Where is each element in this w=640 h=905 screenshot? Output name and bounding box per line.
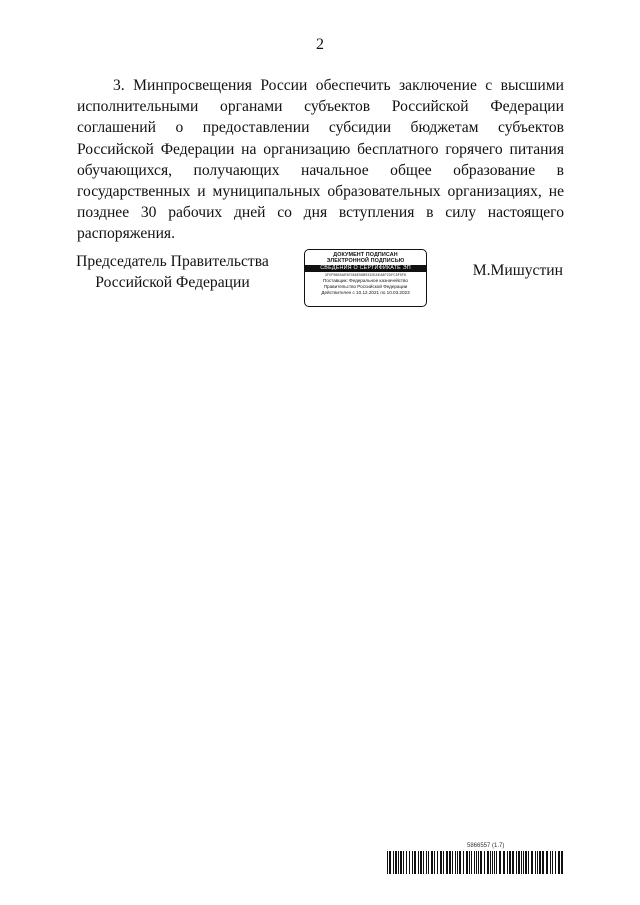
stamp-validity: Действителен с 10.12.2021 по 10.03.2023: [321, 290, 410, 296]
stamp-title: [305, 252, 426, 264]
stamp-title-line-1: ДОКУМЕНТ ПОДПИСАН: [333, 252, 398, 258]
page-number: 2: [316, 36, 324, 53]
signatory-position-line-2: Российской Федерации: [95, 274, 250, 291]
barcode-icon: [387, 851, 564, 874]
stamp-certificate-band: СВЕДЕНИЯ О СЕРТИФИКАТЕ ЭП: [305, 265, 426, 272]
stamp-owner-line-2: Правительство Российской Федерации: [323, 284, 408, 290]
stamp-title-line-2: ЭЛЕКТРОННОЙ ПОДПИСЬЮ: [326, 258, 405, 264]
signatory-position-line-1: Председатель Правительства: [76, 253, 269, 270]
signatory-name: М.Мишустин: [472, 262, 563, 279]
stamp-owner-line-1: Поставщик: Федеральное казначейство: [323, 278, 408, 283]
stamp-certificate-serial: 3F0F9BB9AE9E356E58B9332EAEA8F2DFC5F5F8: [325, 273, 406, 277]
signatory-position: [75, 251, 270, 293]
paragraph-item-3: 3. Минпросвещения России обеспечить заключение с высшими исполнительными органами субъектов Российской Федерации соглашений о предоставлении субсидии бюджетам субъектов Российской Федерации на организацию бесплатного горячего питания обучающихся, получающих начальное общее образование в государственных и муниципальных образовательных организациях, не позднее 30 рабочих дней со дня вступления в силу настоящего распоряжения.: [77, 77, 564, 243]
document-code: 5866557 (1.7): [467, 843, 505, 849]
electronic-signature-stamp: [304, 249, 427, 307]
